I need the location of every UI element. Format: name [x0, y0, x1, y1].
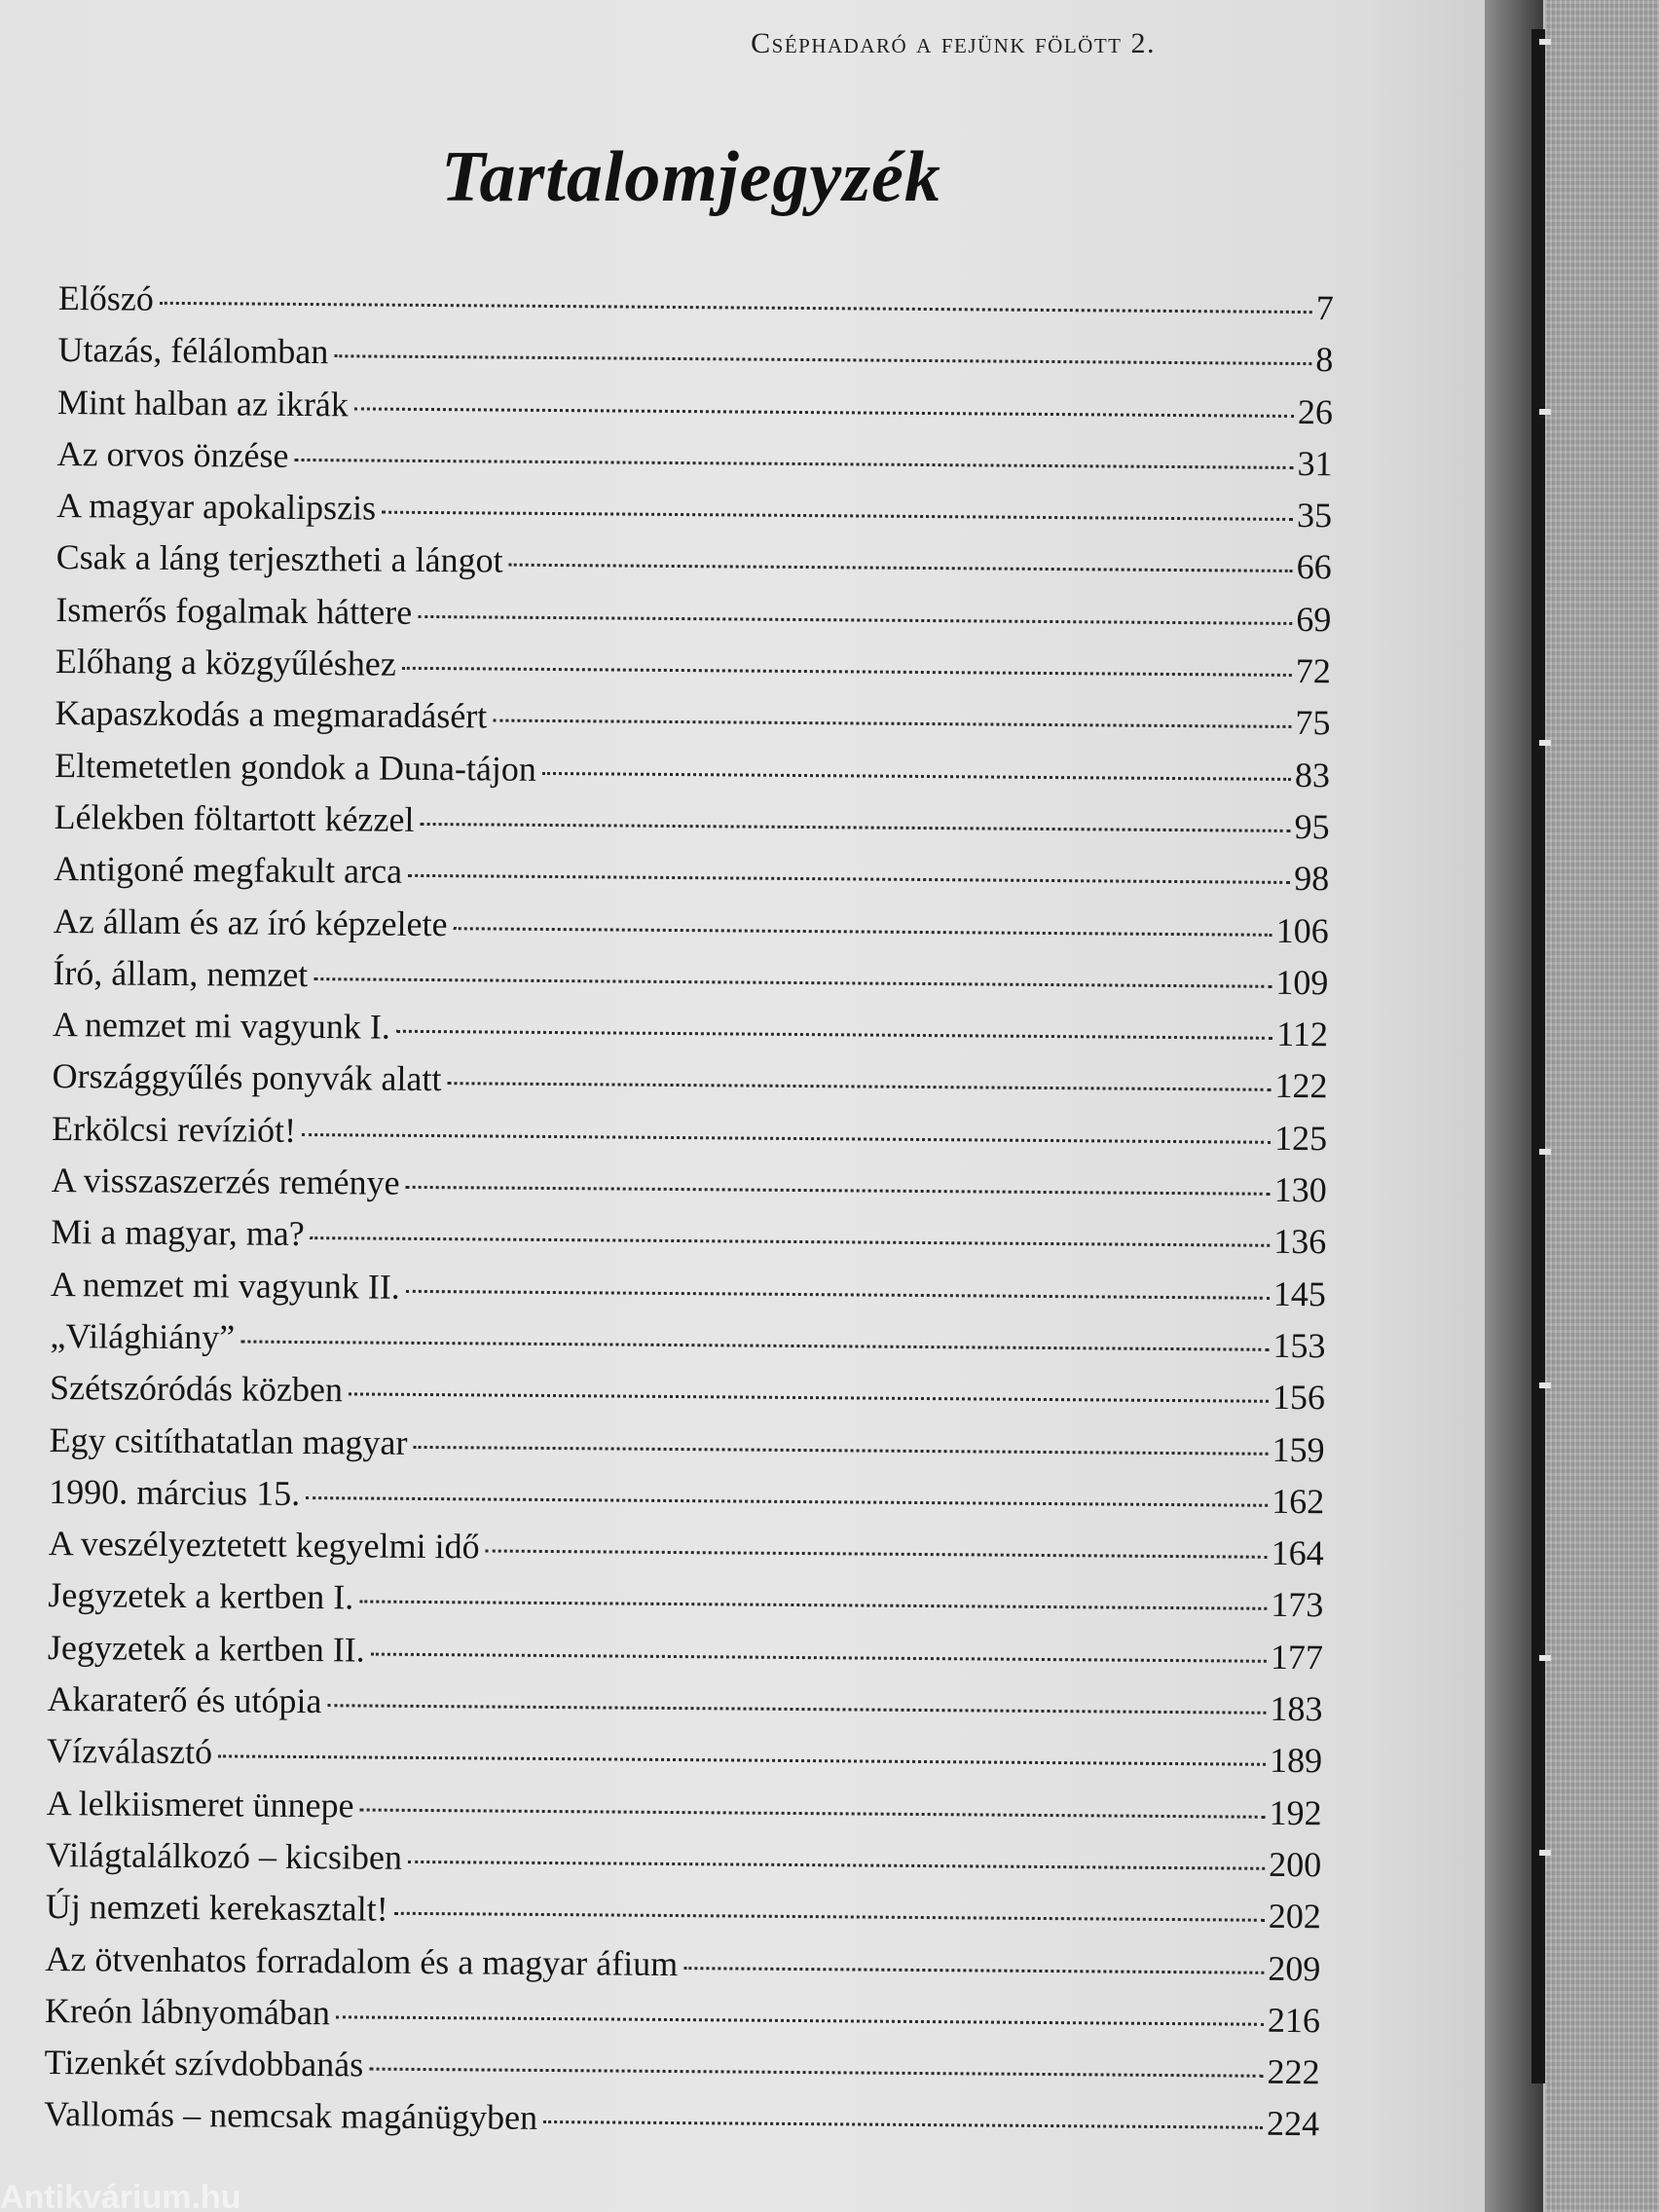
dot-leader — [371, 1652, 1267, 1662]
toc-entry-page-number: 189 — [1269, 1741, 1323, 1781]
toc-entry-title: Vallomás – nemcsak magánügyben — [44, 2094, 538, 2138]
toc-entry-page-number: 177 — [1270, 1637, 1324, 1677]
toc-entry-page-number: 98 — [1294, 859, 1330, 899]
dot-leader — [418, 615, 1292, 625]
toc-entry-title: A nemzet mi vagyunk II. — [50, 1264, 400, 1307]
spine-mark — [1539, 39, 1551, 45]
toc-entry-page-number: 122 — [1274, 1066, 1328, 1106]
toc-entry-page-number: 112 — [1276, 1014, 1329, 1054]
dot-leader — [311, 1236, 1271, 1247]
toc-entry-page-number: 8 — [1315, 340, 1334, 380]
dot-leader — [240, 1340, 1269, 1350]
toc-entry-page-number: 72 — [1295, 651, 1332, 691]
toc-entry-title: Mi a magyar, ma? — [51, 1212, 305, 1254]
toc-entry-title: Új nemzeti kerekasztalt! — [45, 1887, 388, 1929]
dot-leader — [406, 1289, 1270, 1299]
dot-leader — [447, 1083, 1271, 1092]
toc-entry-page-number: 200 — [1269, 1844, 1322, 1885]
toc-entry-title: A magyar apokalipszis — [56, 486, 377, 528]
toc-entry-title: A nemzet mi vagyunk I. — [52, 1005, 391, 1047]
toc-entry-page-number: 106 — [1275, 910, 1329, 950]
toc-entry-page-number: 109 — [1275, 962, 1329, 1003]
dot-leader — [486, 1550, 1268, 1559]
toc-entry-title: Akaraterő és utópia — [47, 1678, 322, 1721]
dot-leader — [336, 2015, 1264, 2025]
toc-entry-title: A veszélyeztetett kegyelmi idő — [48, 1524, 480, 1567]
dot-leader — [306, 1496, 1268, 1507]
toc-entry-page-number: 66 — [1296, 547, 1332, 587]
book-spine — [1531, 29, 1545, 2083]
toc-entry-page-number: 216 — [1267, 2000, 1321, 2041]
dot-leader — [408, 874, 1290, 884]
dot-leader — [382, 511, 1293, 521]
toc-entry-page-number: 130 — [1273, 1169, 1327, 1210]
toc-entry-page-number: 26 — [1297, 391, 1334, 431]
toc-entry-title: 1990. március 15. — [49, 1471, 301, 1513]
toc-entry-page-number: 192 — [1269, 1792, 1322, 1832]
toc-entry-title: Világtalálkozó – kicsiben — [46, 1834, 403, 1877]
toc-entry-page-number: 159 — [1272, 1429, 1325, 1469]
spine-mark — [1539, 1149, 1551, 1155]
dot-leader — [509, 564, 1293, 572]
toc-entry-title: Az állam és az író képzelete — [53, 901, 448, 943]
dot-leader — [334, 355, 1311, 366]
background-cloth — [1545, 0, 1659, 2212]
toc-entry-title: Kreón lábnyomában — [44, 1990, 331, 2033]
toc-entry-title: Tizenkét szívdobbanás — [44, 2043, 364, 2084]
toc-entry-title: Kapaszkodás a megmaradásért — [55, 693, 488, 736]
toc-entry-title: Országgyűlés ponyvák alatt — [52, 1056, 442, 1099]
spine-mark — [1539, 1655, 1551, 1661]
dot-leader — [302, 1133, 1271, 1144]
dot-leader — [402, 667, 1292, 677]
toc-entry-title: Író, állam, nemzet — [53, 952, 309, 994]
toc-entry-page-number: 136 — [1273, 1222, 1327, 1262]
dot-leader — [406, 1186, 1271, 1196]
toc-entry-page-number: 209 — [1268, 1948, 1321, 1988]
toc-entry-page-number: 83 — [1294, 755, 1331, 794]
dot-leader — [408, 1861, 1265, 1870]
spine-mark — [1539, 1382, 1551, 1388]
toc-entry-page-number: 173 — [1271, 1585, 1324, 1625]
toc-entry-title: Az orvos önzése — [56, 433, 289, 475]
toc-entry-title: Utazás, félálomban — [57, 330, 329, 372]
toc-entry-page-number: 202 — [1268, 1897, 1321, 1936]
toc-entry-page-number: 69 — [1296, 599, 1332, 640]
dot-leader — [359, 1601, 1267, 1610]
toc-entry-title: „Világhiány” — [50, 1315, 236, 1357]
toc-entry-title: Jegyzetek a kertben II. — [47, 1627, 365, 1670]
toc-entry-page-number: 35 — [1296, 496, 1333, 535]
dot-leader — [396, 1030, 1272, 1040]
toc-entry-title: Szétszóródás közben — [49, 1368, 344, 1410]
toc-entry — [44, 2093, 1319, 2156]
toc-entry-title: A visszaszerzés reménye — [51, 1161, 400, 1202]
toc-entry-page-number: 153 — [1272, 1325, 1326, 1366]
toc-entry-title: Csak a láng terjesztheti a lángot — [55, 537, 503, 581]
toc-entry-title: Az ötvenhatos forradalom és a magyar áfium — [45, 1938, 679, 1983]
spine-mark — [1539, 740, 1551, 746]
spine-mark — [1539, 409, 1551, 415]
watermark: Antikvárium.hu — [0, 2179, 241, 2212]
dot-leader — [454, 927, 1272, 937]
page-title: Tartalomjegyzék — [441, 137, 941, 217]
dot-leader — [294, 459, 1293, 469]
toc-entry-title: Egy csitíthatatlan magyar — [49, 1419, 408, 1462]
dot-leader — [413, 1445, 1268, 1455]
table-of-contents — [44, 277, 1334, 2156]
toc-entry-page-number: 125 — [1273, 1118, 1328, 1159]
toc-entry-page-number: 75 — [1295, 703, 1331, 743]
toc-entry-title: Mint halban az ikrák — [56, 382, 350, 424]
dot-leader — [349, 1393, 1269, 1403]
dot-leader — [420, 823, 1290, 832]
dot-leader — [394, 1912, 1265, 1922]
dot-leader — [354, 407, 1294, 418]
toc-entry-page-number: 95 — [1294, 806, 1330, 847]
dot-leader — [218, 1755, 1266, 1766]
dot-leader — [327, 1704, 1266, 1714]
toc-entry-title: Ismerős fogalmak háttere — [55, 589, 413, 632]
toc-entry-page-number: 156 — [1272, 1378, 1326, 1418]
toc-entry-title: Jegyzetek a kertben I. — [48, 1575, 354, 1617]
toc-entry-page-number: 164 — [1271, 1532, 1324, 1573]
dot-leader — [683, 1967, 1264, 1974]
toc-entry-title: Lélekben föltartott kézzel — [54, 796, 415, 839]
dot-leader — [493, 719, 1291, 728]
toc-entry-page-number: 224 — [1266, 2104, 1320, 2144]
toc-entry-title: Előszó — [57, 277, 154, 318]
dot-leader — [360, 1808, 1266, 1818]
dot-leader — [369, 2068, 1263, 2078]
running-header: Cséphadaró a fejünk fölött 2. — [751, 27, 1156, 59]
dot-leader — [160, 302, 1312, 313]
toc-entry-title: Előhang a közgyűléshez — [55, 642, 396, 683]
dot-leader — [313, 977, 1272, 988]
spine-mark — [1539, 1850, 1551, 1856]
toc-entry-page-number: 31 — [1297, 443, 1333, 484]
toc-entry-title: Vízválasztó — [46, 1731, 213, 1772]
toc-entry-page-number: 162 — [1272, 1481, 1325, 1522]
toc-entry-title: A lelkiismeret ünnepe — [46, 1783, 354, 1825]
toc-entry-title: Erkölcsi revíziót! — [51, 1108, 297, 1150]
toc-entry-page-number: 7 — [1315, 288, 1334, 328]
toc-entry-title: Eltemetetlen gondok a Duna-tájon — [54, 745, 537, 789]
toc-entry-page-number: 222 — [1267, 2051, 1320, 2092]
dot-leader — [543, 2120, 1263, 2129]
toc-entry-title: Antigoné megfakult arca — [54, 849, 403, 892]
toc-entry-page-number: 145 — [1272, 1273, 1326, 1313]
toc-entry-page-number: 183 — [1270, 1688, 1323, 1729]
dot-leader — [542, 772, 1291, 781]
